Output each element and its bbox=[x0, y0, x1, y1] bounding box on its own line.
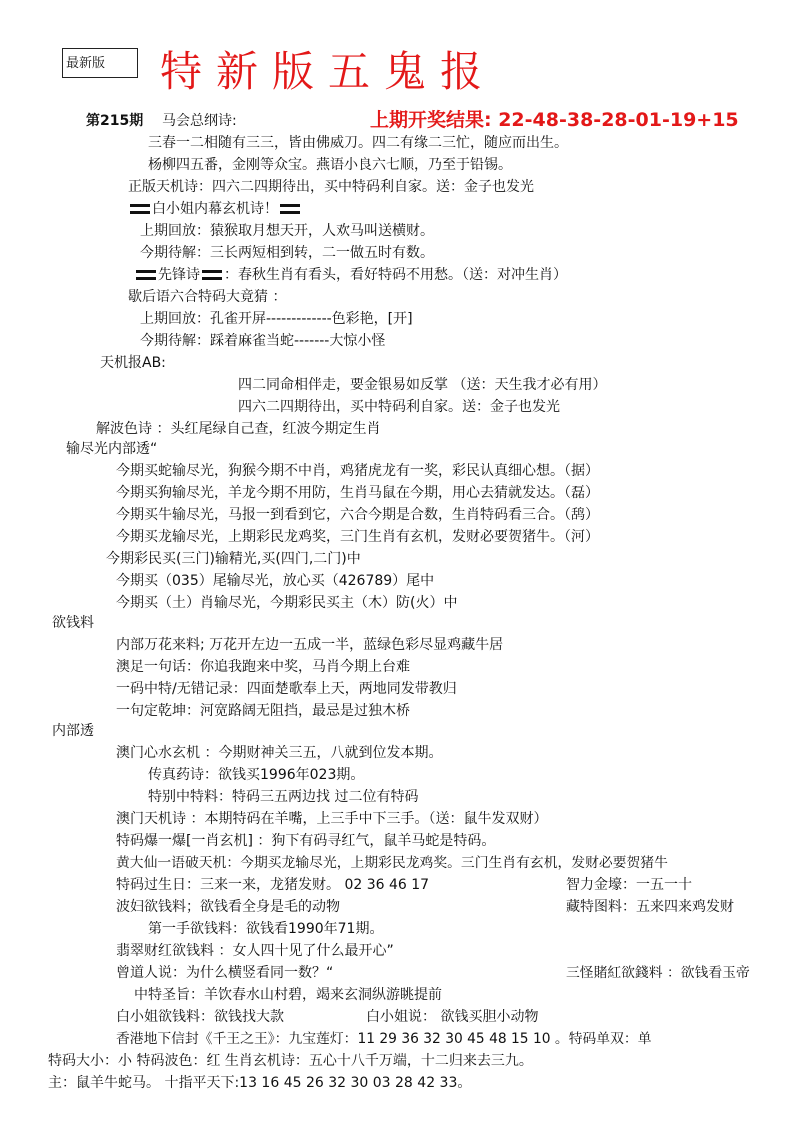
text-line: 特码过生日：三来一来，龙猪发财。 02 36 46 17 bbox=[116, 877, 430, 893]
text-line: 翡翠财红欲钱料 ：女人四十见了什么最开心” bbox=[116, 943, 394, 959]
text-line: 上期回放：孔雀开屏-------------色彩艳，[开] bbox=[140, 311, 413, 327]
text-line: 三怪賭紅欲錢料 ：欲钱看玉帝 bbox=[566, 965, 750, 981]
text-line: 黄大仙一语破天机：今期买龙输尽光，上期彩民龙鸡奖。三门生肖有玄机，发财必要贺猪牛 bbox=[116, 855, 668, 871]
text-line: 智力金壕：一五一十 bbox=[566, 877, 692, 893]
text-line: 四二同命相伴走，要金银易如反掌 （送：天生我才必有用） bbox=[238, 377, 607, 393]
heading-text: 白小姐内幕玄机诗！ bbox=[152, 201, 278, 217]
text-line-heading bbox=[128, 200, 302, 218]
text-line: 第一手欲钱料：欲钱看1990年71期。 bbox=[148, 921, 384, 937]
text-line-heading bbox=[134, 266, 567, 284]
text-line: 天机报AB: bbox=[100, 355, 166, 371]
issue-number: 第215期 bbox=[86, 113, 144, 129]
text-line: 今期买蛇输尽光，狗猴今期不中肖，鸡猪虎龙有一奖，彩民认真细心想。（据） bbox=[116, 463, 599, 479]
text-line: 四六二四期待出，买中特码利自家。送：金子也发光 bbox=[238, 399, 560, 415]
text-line: 波妇欲钱料；欲钱看全身是毛的动物 bbox=[116, 899, 340, 915]
page-title: 特新版五鬼报 bbox=[160, 47, 497, 96]
text-line: 藏特图料：五来四来鸡发财 bbox=[566, 899, 734, 915]
text-line: 特码爆一爆[一肖玄机] ：狗下有码寻红气，鼠羊马蛇是特码。 bbox=[116, 833, 496, 849]
line-text: ：春秋生肖有看头，看好特码不用愁。（送：对冲生肖） bbox=[224, 267, 567, 283]
text-line: 今期买（035）尾输尽光，放心买（426789）尾中 bbox=[116, 573, 435, 589]
text-line: 一码中特/无错记录：四面楚歌奉上天，两地同发带教归 bbox=[116, 681, 457, 697]
text-line: 输尽光内部透“ bbox=[66, 441, 158, 457]
double-bar-mark-right bbox=[202, 270, 222, 280]
text-line: 白小姐欲钱料：欲钱找大款 bbox=[116, 1009, 284, 1025]
text-line: 香港地下信封《千王之王》：九宝莲灯：11 29 36 32 30 45 48 15 10 。特码单双：单 bbox=[116, 1031, 652, 1047]
text-line: 马会总纲诗: bbox=[162, 113, 237, 129]
double-bar-mark-left bbox=[136, 270, 156, 280]
double-bar-mark-right bbox=[280, 204, 300, 214]
text-line: 歇后语六合特码大竟猜 ： bbox=[128, 289, 287, 305]
text-line: 今期买（土）肖输尽光，今期彩民买主（木）防(火）中 bbox=[116, 595, 458, 611]
text-line: 今期买牛输尽光，马报一到看到它，六合今期是合数，生肖特码看三合。（鸹） bbox=[116, 507, 599, 523]
text-line: 澳门天机诗 ：本期特码在羊嘴，上三手中下三手。（送：鼠牛发双财） bbox=[116, 811, 548, 827]
text-line: 今期待解：三长两短相到转，二一做五时有数。 bbox=[140, 245, 434, 261]
text-line: 澳门心水玄机 ：今期财神关三五，八就到位发本期。 bbox=[116, 745, 443, 761]
text-line: 一句定乾坤：河宽路阔无阻挡，最忌是过独木桥 bbox=[116, 703, 410, 719]
text-line: 中特圣旨：羊饮春水山村碧，竭来玄洞纵游眺提前 bbox=[134, 987, 442, 1003]
text-line: 杨柳四五番，金刚等众宝。燕语小良六七顺，乃至于铅锡。 bbox=[148, 157, 512, 173]
text-line: 今期彩民买(三门)输精光,买(四门,二门)中 bbox=[106, 551, 361, 567]
text-line: 上期回放：猿猴取月想天开，人欢马叫送横财。 bbox=[140, 223, 434, 239]
text-line: 今期待解：踩着麻雀当蛇-------大惊小怪 bbox=[140, 333, 386, 349]
text-line: 解波色诗 ：头红尾绿自己查，红波今期定生肖 bbox=[96, 421, 381, 437]
text-line: 特别中特料：特码三五两边找 过二位有特码 bbox=[148, 789, 419, 805]
section-label: 内部透 bbox=[52, 723, 94, 739]
edition-badge: 最新版 bbox=[62, 48, 138, 78]
section-label: 欲钱料 bbox=[52, 615, 94, 631]
text-line: 白小姐说： 欲钱买胆小动物 bbox=[366, 1009, 539, 1025]
last-draw-result: 上期开奖结果: 22-48-38-28-01-19+15 bbox=[370, 109, 739, 131]
heading-text: 先锋诗 bbox=[158, 267, 200, 283]
text-line: 特码大小：小 特码波色：红 生肖玄机诗：五心十八千万端，十二归来去三九。 bbox=[48, 1053, 533, 1069]
text-line: 三春一二相随有三三，皆由佛威刀。四二有缘二三忙，随应而出生。 bbox=[148, 135, 568, 151]
text-line: 正版天机诗：四六二四期待出，买中特码利自家。送：金子也发光 bbox=[128, 179, 534, 195]
text-line: 今期买狗输尽光，羊龙今期不用防，生肖马鼠在今期，用心去猜就发达。（磊） bbox=[116, 485, 599, 501]
text-line: 澳足一句话：你追我跑来中奖，马肖今期上台难 bbox=[116, 659, 410, 675]
double-bar-mark-left bbox=[130, 204, 150, 214]
text-line: 传真药诗：欲钱买1996年023期。 bbox=[148, 767, 365, 783]
text-line: 曾道人说：为什么横竖看同一数？“ bbox=[116, 965, 334, 981]
text-line: 今期买龙输尽光，上期彩民龙鸡奖，三门生肖有玄机，发财必要贺猪牛。（河） bbox=[116, 529, 599, 545]
text-line: 内部万花来料; 万花开左边一五成一半，蓝绿色彩尽显鸡藏牛居 bbox=[116, 637, 504, 653]
text-line: 主：鼠羊牛蛇马。 十指平天下:13 16 45 26 32 30 03 28 42 33。 bbox=[48, 1075, 472, 1091]
